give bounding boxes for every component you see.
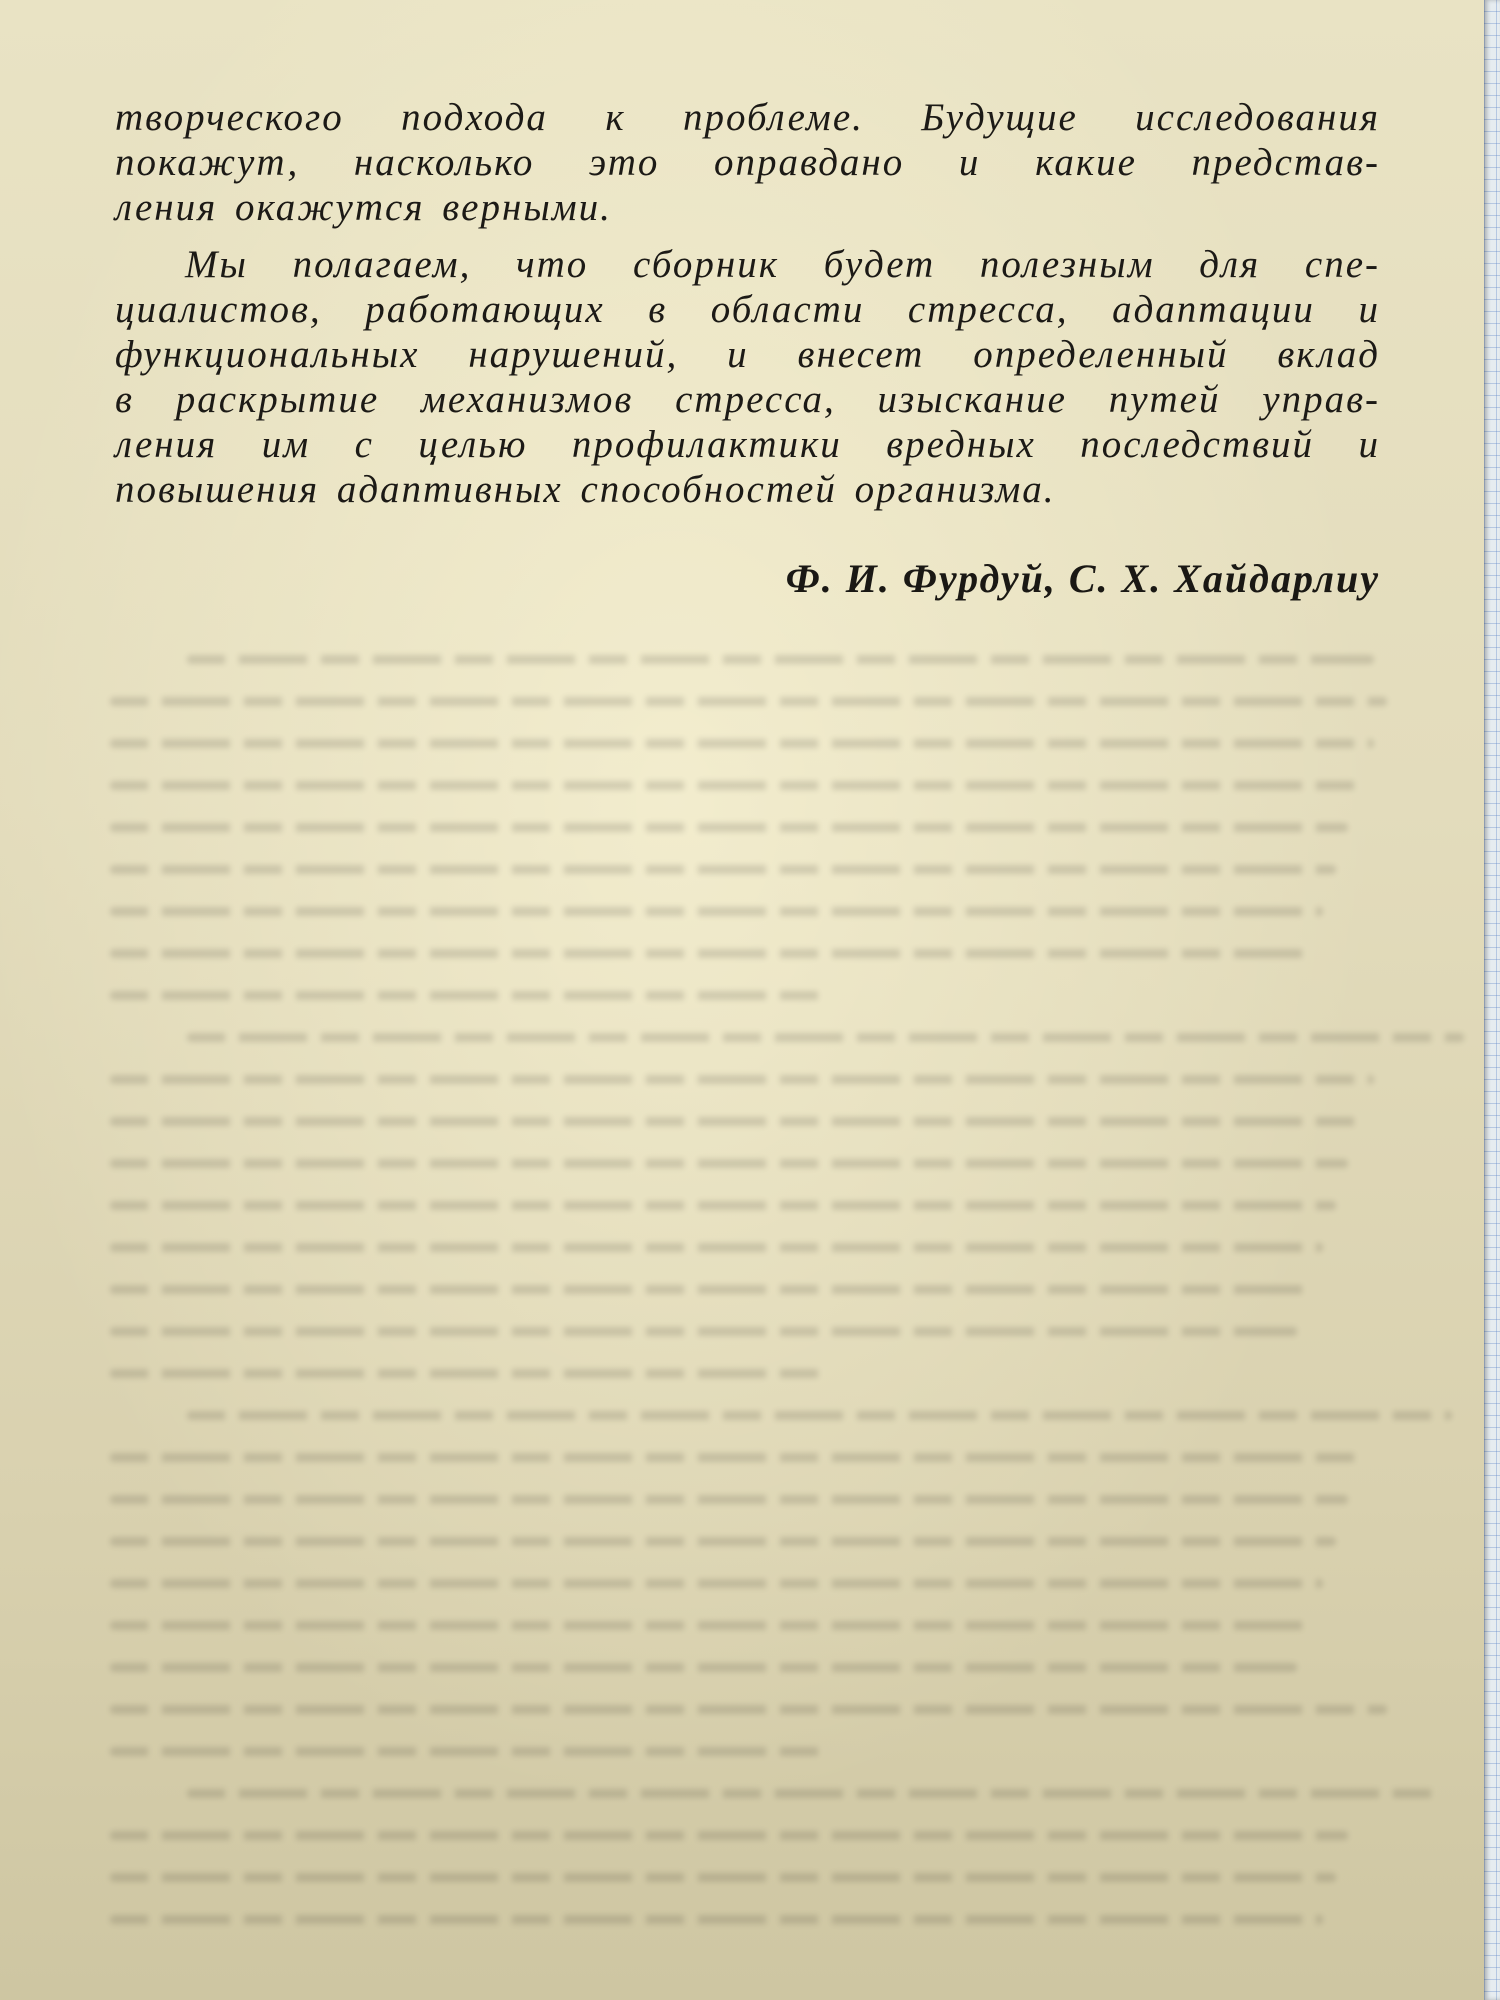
bleed-line: [110, 1243, 1323, 1252]
bleed-line: [110, 1747, 820, 1756]
text-line: Мы полагаем, что сборник будет полезным для спе-: [185, 243, 1380, 286]
bleed-line: [110, 1075, 1374, 1084]
bleed-line: [110, 907, 1323, 916]
bleed-line: [110, 1831, 1348, 1840]
bleed-line: [110, 1705, 1387, 1714]
bleed-line: [110, 1495, 1348, 1504]
bleed-line: [110, 1537, 1336, 1546]
graph-paper-edge: [1484, 0, 1500, 2000]
bleed-line: [110, 1453, 1361, 1462]
bleed-line: [110, 949, 1310, 958]
authors-signature: Ф. И. Фурдуй, С. Х. Хайдарлиу: [785, 556, 1380, 601]
bleed-line: [187, 1033, 1464, 1042]
text-line: ления им с целью профилактики вредных последствий и: [115, 423, 1380, 466]
bleed-line: [110, 1621, 1310, 1630]
bleed-line: [110, 865, 1336, 874]
reverse-side-show-through: [110, 655, 1400, 1985]
bleed-line: [110, 1369, 820, 1378]
bleed-line: [110, 1201, 1336, 1210]
bleed-line: [110, 823, 1348, 832]
bleed-line: [110, 781, 1361, 790]
bleed-line: [110, 1915, 1323, 1924]
paragraph-2: [115, 242, 1380, 512]
text-line: повышения адаптивных способностей организма.: [115, 468, 1056, 511]
bleed-line: [110, 1327, 1297, 1336]
bleed-line: [187, 1411, 1451, 1420]
bleed-line: [110, 991, 820, 1000]
bleed-line: [110, 1117, 1361, 1126]
text-line: ления окажутся верными.: [115, 186, 612, 229]
bleed-line: [187, 655, 1374, 664]
text-line: покажут, насколько это оправдано и какие представ-: [115, 141, 1380, 184]
bleed-line: [187, 1789, 1438, 1798]
text-line: функциональных нарушений, и внесет определенный вклад: [115, 333, 1380, 376]
bleed-line: [110, 1873, 1336, 1882]
bleed-line: [110, 1159, 1348, 1168]
bleed-line: [110, 1663, 1297, 1672]
text-line: циалистов, работающих в области стресса, адаптации и: [115, 288, 1380, 331]
bleed-line: [110, 739, 1374, 748]
text-line: творческого подхода к проблеме. Будущие исследования: [115, 96, 1380, 139]
bleed-line: [110, 1285, 1310, 1294]
page-text: [115, 95, 1380, 512]
bleed-line: [110, 697, 1387, 706]
bleed-line: [110, 1579, 1323, 1588]
paragraph-1: [115, 95, 1380, 230]
text-line: в раскрытие механизмов стресса, изыскание путей управ-: [115, 378, 1380, 421]
